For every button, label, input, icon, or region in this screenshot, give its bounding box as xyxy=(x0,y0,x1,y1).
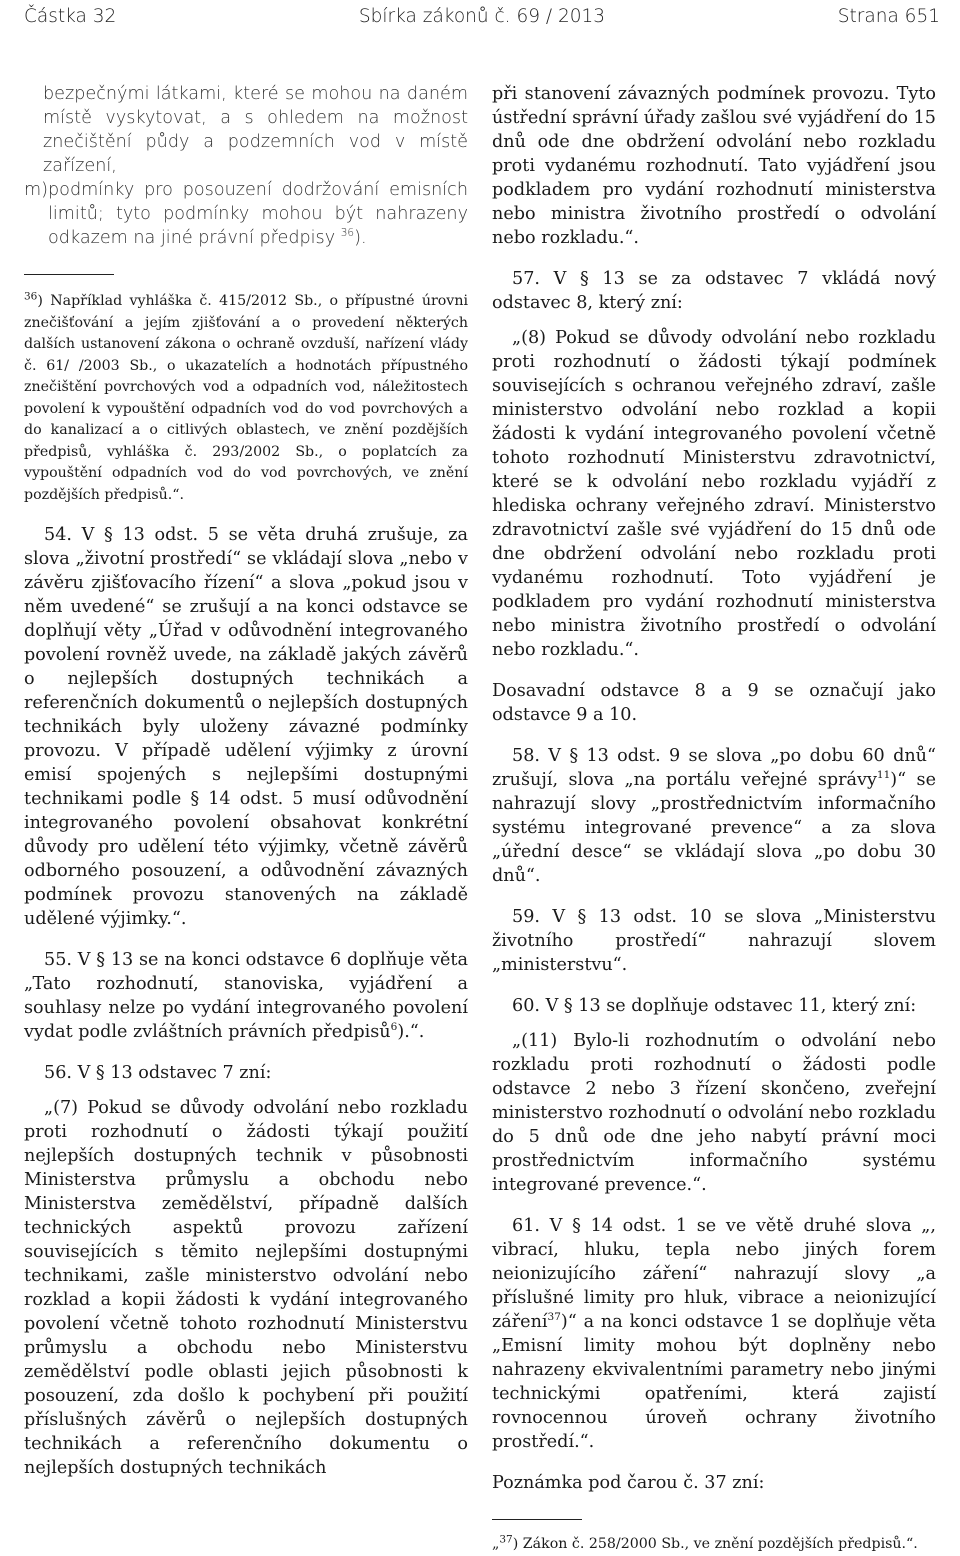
paragraph-60: 60. V § 13 se doplňuje odstavec 11, který zní: xyxy=(512,996,917,1016)
fn37-open: „ xyxy=(492,1536,500,1552)
paragraph-59: 59. V § 13 odst. 10 se slova „Ministerstvu životního prostředí“ nahrazují slovem „ministerstvu“. xyxy=(492,907,936,975)
header-issue: Částka 32 xyxy=(24,6,117,27)
list-item-m xyxy=(24,178,468,250)
footnote-note: Poznámka pod čarou č. 37 zní: xyxy=(492,1473,765,1493)
intro-continuation: bezpečnými látkami, které se mohou na daném místě vyskytovat, a s ohledem na možnost znečištění půdy a podzemních vod v místě zařízení, xyxy=(43,84,468,176)
footnote-ref-37: 37 xyxy=(547,1311,561,1324)
paragraph-55 xyxy=(24,948,468,1044)
p58-rest: )“ se nahrazují slovy „prostřednictvím informačního systému integrované prevence“ a za slova „úřední desce“ se vkládají slova „po dobu 30 dnů“. xyxy=(492,770,936,886)
item-m-close: ). xyxy=(354,228,367,248)
header-collection: Sbírka zákonů č. 69 / 2013 xyxy=(358,6,606,27)
paragraph-57-quote: „(8) Pokud se důvody odvolání nebo rozkladu proti rozhodnutí o žádosti týkají podmínek souvisejících s ochranou veřejného zdraví, zašle ministerstvo odvolání nebo rozklad a kopii žádosti k vydání integrovaného povolení včetně tohoto rozhodnutí Ministerstvu zdravotnictví, které se k odvolání nebo rozkladu vyjádří z hlediska ochrany veřejného zdraví. Ministerstvo zdravotnictví zašle své vyjádření do 15 dnů ode dne obdržení odvolání nebo rozkladu proti vydanému rozhodnutí. Toto vyjádření je podkladem pro vydání rozhodnutí ministerstva nebo ministra životního prostředí o odvolání nebo rozkladu.“. xyxy=(492,328,936,660)
paragraph-56: 56. V § 13 odstavec 7 zní: xyxy=(44,1063,272,1083)
footnote-ref-11: 11 xyxy=(876,769,891,782)
paragraph-60-quote: „(11) Bylo-li rozhodnutím o odvolání nebo rozkladu proti rozhodnutí o žádosti podle odstavce 2 nebo 3 řízení skončeno, zveřejní ministerstvo rozhodnutí o odvolání nebo rozkladu do 5 dnů ode dne jeho nabytí právní moci prostřednictvím informačního systému integrované prevence.“. xyxy=(492,1031,936,1195)
footnote-37 xyxy=(492,1534,936,1556)
p55-close: ).“. xyxy=(397,1022,425,1042)
footnote-ref-36: 36 xyxy=(340,227,355,240)
right-continuation: při stanovení závazných podmínek provozu. Tyto ústřední správní úřady zašlou své vyjádření do 15 dnů ode dne obdržení odvolání nebo rozkladu proti vydanému rozhodnutí. Tato vyjádření jsou podkladem pro vydání rozhodnutí ministerstva nebo ministra životního prostředí o odvolání nebo rozkladu.“. xyxy=(492,84,936,248)
p55-text: 55. V § 13 se na konci odstavce 6 doplňuje věta „Tato rozhodnutí, stanoviska, vyjádření a souhlasy nelze po vydání integrovaného povolení vydat podle zvláštních právních předpisů xyxy=(24,950,468,1042)
p61-rest: )“ a na konci odstavce 1 se doplňuje věta „Emisní limity mohou být doplněny nebo nahrazeny ekvivalentními parametry nebo jinými technickými opatřeními, která zajistí rovnocennou úroveň ochrany životního prostředí.“. xyxy=(492,1312,936,1452)
footnote-ref-6: 6 xyxy=(390,1021,398,1034)
footnote-36-text: ) Například vyhláška č. 415/2012 Sb., o přípustné úrovni znečišťování a jejím zjišťování a o provedení některých dalších ustanovení zákona o ochraně ovzduší, nařízení vlády č. 61/ /2003 Sb., o ukazatelích a hodnotách přípustného znečištění povrchových vod a odpadních vod, náležitostech povolení k vypouštění odpadních vod do vod povrchových a do kanalizací a o citlivých oblastech, ve znění pozdějších předpisů, vyhláška č. 293/2002 Sb., o poplatcích za vypouštění odpadních vod do vod povrchových, ve znění pozdějších předpisů.“. xyxy=(24,293,468,503)
p61-text: 61. V § 14 odst. 1 se ve větě druhé slova „, vibrací, hluku, tepla nebo jiných forem neionizujícího záření“ nahrazují slovy „a příslušné limity pro hluk, vibrace a neionizující záření xyxy=(492,1216,936,1332)
paragraph-61 xyxy=(492,1214,936,1454)
renumbering-note: Dosavadní odstavce 8 a 9 se označují jako odstavce 9 a 10. xyxy=(492,681,936,725)
item-m-body: podmínky pro posouzení dodržování emisních limitů; tyto podmínky mohou být nahrazeny odkazem na jiné právní předpisy xyxy=(48,180,468,248)
paragraph-57: 57. V § 13 se za odstavec 7 vkládá nový odstavec 8, který zní: xyxy=(492,269,936,313)
list-item-text xyxy=(48,178,468,250)
paragraph-58 xyxy=(492,744,936,888)
footnote-number-36: 36 xyxy=(24,290,38,303)
page-header xyxy=(24,6,940,36)
p58-text: 58. V § 13 odst. 9 se slova „po dobu 60 dnů“ zrušují, slova „na portálu veřejné správy xyxy=(492,746,936,790)
footnote-number-37: 37 xyxy=(499,1533,513,1546)
footnote-36 xyxy=(24,291,468,506)
left-column xyxy=(24,82,468,1480)
right-column xyxy=(492,82,936,1556)
fn37-text: ) Zákon č. 258/2000 Sb., ve znění pozdějších předpisů.“. xyxy=(512,1536,918,1552)
paragraph-56-quote: „(7) Pokud se důvody odvolání nebo rozkladu proti rozhodnutí o žádosti týkají použití nejlepších dostupných technik v působnosti Ministerstva průmyslu a obchodu nebo Ministerstva zemědělství, případně dalších technických aspektů provozu zařízení souvisejících s těmito nejlepšími dostupnými technikami, zašle ministerstvo odvolání nebo rozklad a kopii žádosti k vydání integrovaného povolení včetně tohoto rozhodnutí Ministerstvu průmyslu a obchodu nebo Ministerstvu zemědělství podle oblasti jejich působnosti k posouzení, zda došlo k pochybení při použití příslušných závěrů o nejlepších dostupných technikách a referenčního dokumentu o nejlepších dostupných technikách xyxy=(24,1098,468,1478)
paragraph-54: 54. V § 13 odst. 5 se věta druhá zrušuje, za slova „životní prostředí“ se vkládají slova „nebo v závěru zjišťovacího řízení“ a slova „pokud jsou v něm uvedené“ se zrušují a na konci odstavce se doplňují věty „Úřad v odůvodnění integrovaného povolení rovněž uvede, na základě jakých závěrů o nejlepších dostupných technikách a referenčních dokumentů o nejlepších dostupných technikách byly uloženy závazné podmínky provozu. V případě udělení výjimky z úrovní emisí spojených s nejlepšími dostupnými technikami podle § 14 odst. 5 musí odůvodnění integrovaného povolení obsahovat konkrétní důvody pro udělení této výjimky, včetně závěrů odborného posouzení, a odůvodnění závazných podmínek provozu stanovených na základě udělené výjimky.“. xyxy=(24,525,468,929)
list-item-label: m) xyxy=(24,180,49,200)
header-page-number: Strana 651 xyxy=(837,6,940,27)
